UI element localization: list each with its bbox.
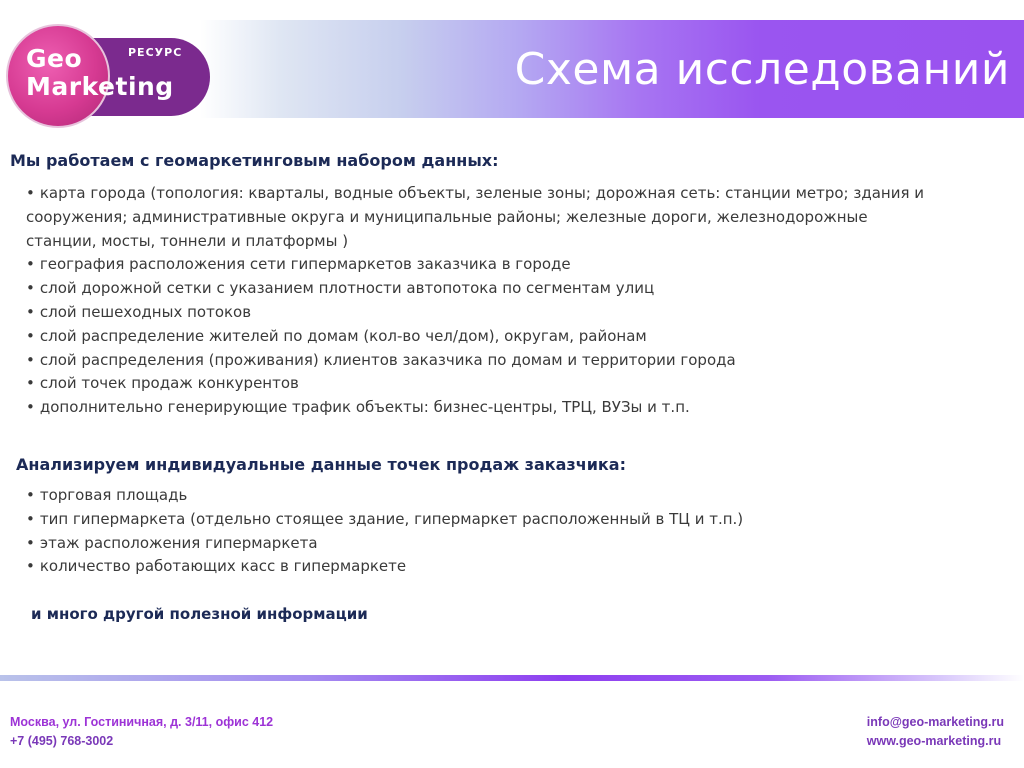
dataset-list (26, 182, 1006, 420)
list-item: • слой распределение жителей по домам (кол-во чел/дом), округам, районам (26, 326, 647, 345)
closing-note: и много другой полезной информации (31, 605, 368, 623)
section-heading-client-data: Анализируем индивидуальные данные точек продаж заказчика: (16, 455, 626, 474)
list-item: • слой точек продаж конкурентов (26, 374, 299, 393)
company-logo (4, 22, 210, 126)
footer-contacts-right (867, 713, 1004, 751)
list-item: • количество работающих касс в гипермаркете (26, 557, 407, 576)
footer-website-link[interactable]: www.geo-marketing.ru (866, 734, 1002, 748)
footer-divider (0, 675, 1024, 681)
page-title: Схема исследований (514, 44, 1010, 95)
list-item: • слой пешеходных потоков (26, 302, 252, 321)
list-item: • этаж расположения гипермаркета (26, 533, 318, 552)
footer-email-link[interactable]: info@geo-marketing.ru (866, 715, 1004, 729)
section-heading-dataset: Мы работаем с геомаркетинговым набором данных: (10, 151, 499, 170)
list-item: • слой распределения (проживания) клиентов заказчика по домам и территории города (26, 350, 736, 369)
list-item: сооружения; административные округа и муниципальные районы; железные дороги, железнодорожные (26, 207, 868, 226)
footer-phone[interactable]: +7 (495) 768-3002 (10, 734, 114, 748)
logo-text-marketing: Marketing (26, 72, 174, 101)
list-item: • карта города (топология: кварталы, водные объекты, зеленые зоны; дорожная сеть: станции метро; здания и (26, 184, 925, 202)
list-item: • слой дорожной сетки с указанием плотности автопотока по сегментам улиц (26, 279, 655, 298)
list-item: • дополнительно генерирующие трафик объекты: бизнес-центры, ТРЦ, ВУЗы и т.п. (26, 398, 690, 417)
footer-address: Москва, ул. Гостиничная, д. 3/11, офис 412 (10, 715, 274, 729)
client-data-list (26, 484, 1006, 579)
list-item: станции, мосты, тоннели и платформы ) (26, 231, 349, 250)
logo-text-geo: Geo (26, 44, 83, 73)
list-item: • тип гипермаркета (отдельно стоящее здание, гипермаркет расположенный в ТЦ и т.п.) (26, 509, 744, 528)
logo-tag: РЕСУРС (128, 46, 183, 59)
list-item: • торговая площадь (26, 486, 188, 504)
list-item: • география расположения сети гипермаркетов заказчика в городе (26, 255, 571, 274)
footer-contacts-left (10, 713, 273, 751)
